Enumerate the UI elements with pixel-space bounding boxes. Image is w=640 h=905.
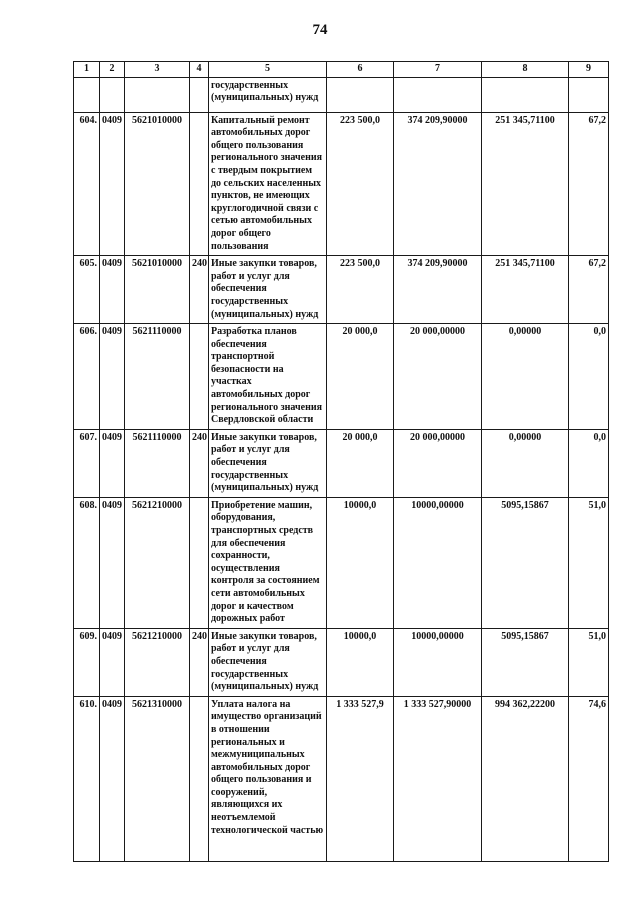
column-header: 4 xyxy=(190,62,209,78)
item-name: Разработка планов обеспечения транспортной безопасности на участках автомобильных дорог регионального значения Свердловской области xyxy=(209,324,327,430)
item-name: Капитальный ремонт автомобильных дорог общего пользования регионального значения с твердым покрытием до сельских населенных пунктов, не имеющих круглогодичной связи с сетью автомобильных дорог общего пользования xyxy=(209,112,327,256)
revised-amount: 374 209,90000 xyxy=(394,256,482,324)
execution-percent: 67,2 xyxy=(569,112,609,256)
item-name: государственных (муниципальных) нужд xyxy=(209,77,327,112)
section-code: 0409 xyxy=(100,112,125,256)
column-header: 1 xyxy=(74,62,100,78)
column-header: 6 xyxy=(327,62,394,78)
section-code: 0409 xyxy=(100,324,125,430)
planned-amount: 20 000,0 xyxy=(327,324,394,430)
row-number: 604. xyxy=(74,112,100,256)
planned-amount: 1 333 527,9 xyxy=(327,696,394,861)
column-header: 7 xyxy=(394,62,482,78)
row-number: 610. xyxy=(74,696,100,861)
item-name: Иные закупки товаров, работ и услуг для обеспечения государственных (муниципальных) нужд xyxy=(209,429,327,497)
executed-amount: 994 362,22200 xyxy=(482,696,569,861)
expense-type-code xyxy=(190,324,209,430)
budget-table xyxy=(73,61,609,862)
executed-amount: 0,00000 xyxy=(482,429,569,497)
target-article-code: 5621010000 xyxy=(125,256,190,324)
column-header: 9 xyxy=(569,62,609,78)
expense-type-code xyxy=(190,77,209,112)
row-number: 605. xyxy=(74,256,100,324)
row-number: 608. xyxy=(74,497,100,628)
table-row xyxy=(74,324,609,430)
table-row xyxy=(74,497,609,628)
item-name: Приобретение машин, оборудования, транспортных средств для обеспечения сохранности, осуществления контроля за состоянием сети автомобильных дорог и качеством дорожных работ xyxy=(209,497,327,628)
planned-amount: 223 500,0 xyxy=(327,112,394,256)
executed-amount: 251 345,71100 xyxy=(482,112,569,256)
row-number: 607. xyxy=(74,429,100,497)
execution-percent xyxy=(569,77,609,112)
table-row xyxy=(74,628,609,696)
revised-amount: 20 000,00000 xyxy=(394,324,482,430)
target-article-code: 5621210000 xyxy=(125,497,190,628)
planned-amount: 223 500,0 xyxy=(327,256,394,324)
target-article-code: 5621110000 xyxy=(125,429,190,497)
planned-amount: 10000,0 xyxy=(327,497,394,628)
table-row xyxy=(74,256,609,324)
table-row xyxy=(74,696,609,861)
expense-type-code xyxy=(190,696,209,861)
execution-percent: 51,0 xyxy=(569,628,609,696)
expense-type-code xyxy=(190,497,209,628)
row-number: 609. xyxy=(74,628,100,696)
section-code: 0409 xyxy=(100,497,125,628)
executed-amount: 5095,15867 xyxy=(482,497,569,628)
planned-amount xyxy=(327,77,394,112)
item-name: Иные закупки товаров, работ и услуг для обеспечения государственных (муниципальных) нужд xyxy=(209,628,327,696)
execution-percent: 51,0 xyxy=(569,497,609,628)
column-header: 2 xyxy=(100,62,125,78)
page-number: 74 xyxy=(312,22,328,38)
executed-amount xyxy=(482,77,569,112)
revised-amount: 1 333 527,90000 xyxy=(394,696,482,861)
column-header: 5 xyxy=(209,62,327,78)
revised-amount: 374 209,90000 xyxy=(394,112,482,256)
revised-amount: 20 000,00000 xyxy=(394,429,482,497)
revised-amount: 10000,00000 xyxy=(394,628,482,696)
section-code: 0409 xyxy=(100,429,125,497)
expense-type-code xyxy=(190,112,209,256)
expense-type-code: 240 xyxy=(190,628,209,696)
target-article-code: 5621010000 xyxy=(125,112,190,256)
table-row xyxy=(74,112,609,256)
item-name: Иные закупки товаров, работ и услуг для обеспечения государственных (муниципальных) нужд xyxy=(209,256,327,324)
target-article-code: 5621310000 xyxy=(125,696,190,861)
target-article-code: 5621210000 xyxy=(125,628,190,696)
execution-percent: 74,6 xyxy=(569,696,609,861)
column-header: 8 xyxy=(482,62,569,78)
section-code xyxy=(100,77,125,112)
planned-amount: 10000,0 xyxy=(327,628,394,696)
expense-type-code: 240 xyxy=(190,429,209,497)
target-article-code: 5621110000 xyxy=(125,324,190,430)
header-row xyxy=(74,62,609,78)
column-header: 3 xyxy=(125,62,190,78)
table-row xyxy=(74,77,609,112)
target-article-code xyxy=(125,77,190,112)
execution-percent: 0,0 xyxy=(569,429,609,497)
revised-amount: 10000,00000 xyxy=(394,497,482,628)
executed-amount: 251 345,71100 xyxy=(482,256,569,324)
revised-amount xyxy=(394,77,482,112)
executed-amount: 0,00000 xyxy=(482,324,569,430)
item-name: Уплата налога на имущество организаций в отношении региональных и межмуниципальных автомобильных дорог общего пользования и сооружений, являющихся их неотъемлемой технологической частью xyxy=(209,696,327,861)
section-code: 0409 xyxy=(100,628,125,696)
planned-amount: 20 000,0 xyxy=(327,429,394,497)
section-code: 0409 xyxy=(100,696,125,861)
execution-percent: 67,2 xyxy=(569,256,609,324)
expense-type-code: 240 xyxy=(190,256,209,324)
section-code: 0409 xyxy=(100,256,125,324)
table-row xyxy=(74,429,609,497)
execution-percent: 0,0 xyxy=(569,324,609,430)
executed-amount: 5095,15867 xyxy=(482,628,569,696)
row-number xyxy=(74,77,100,112)
row-number: 606. xyxy=(74,324,100,430)
